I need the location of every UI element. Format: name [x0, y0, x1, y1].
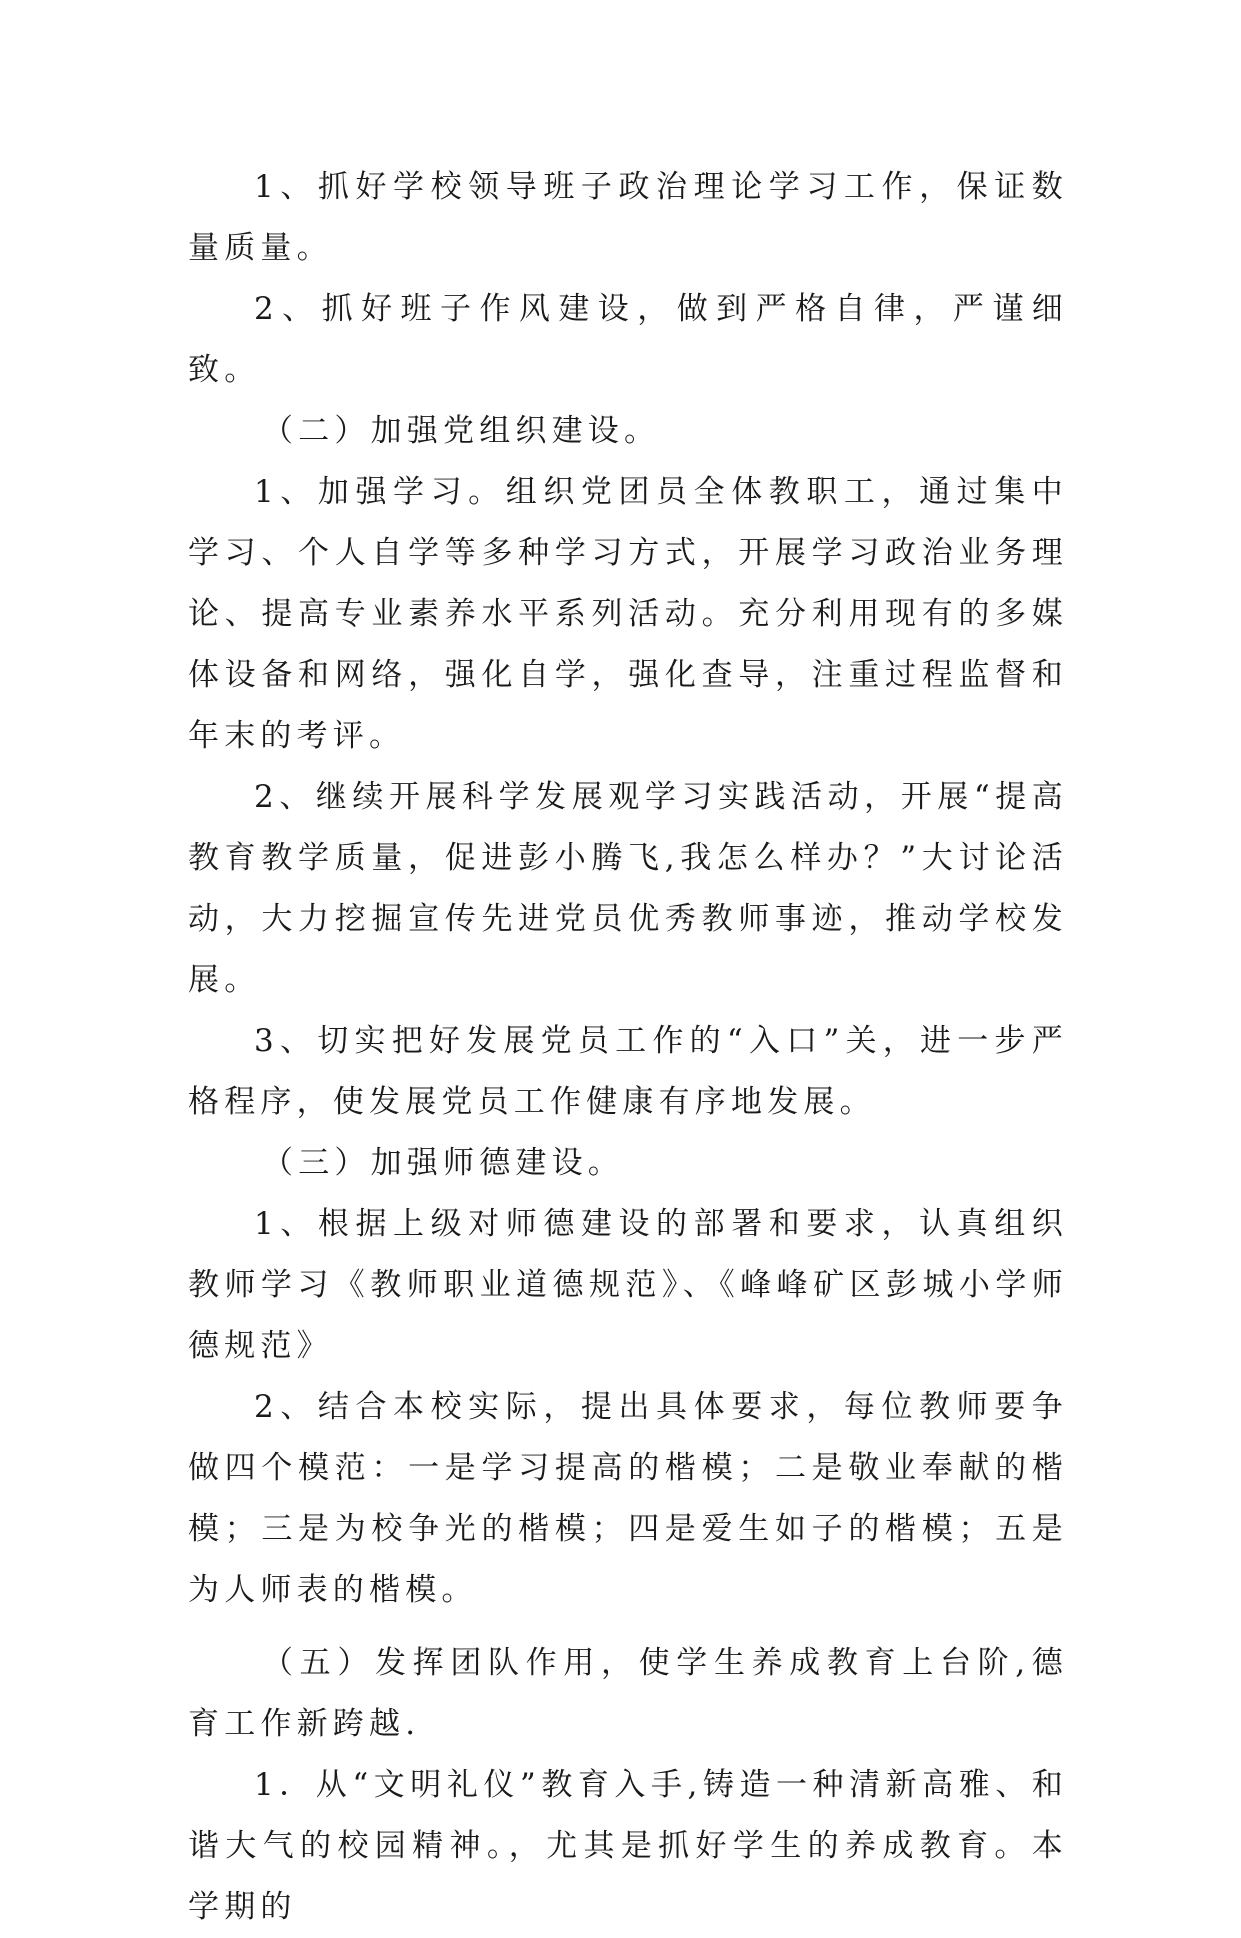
- paragraph-civility-education: 1．从“文明礼仪”教育入手,铸造一种清新高雅、和谐大气的校园精神。，尤其是抓好学生的养成教育。本学期的: [188, 1767, 1068, 1925]
- section-heading-teacher-ethics: （三）加强师德建设。: [262, 1145, 624, 1181]
- paragraph-scientific-development: 2、继续开展科学发展观学习实践活动，开展“提高教育教学质量，促进彭小腾飞,我怎么样办？”大讨论活动，大力挖掘宣传先进党员优秀教师事迹，推动学校发展。: [188, 779, 1068, 998]
- document-body: [188, 157, 1068, 1938]
- paragraph-ethics-study: 1、根据上级对师德建设的部署和要求，认真组织教师学习《教师职业道德规范》、《峰峰矿区彭城小学师德规范》: [188, 1206, 1068, 1364]
- section-heading-party-building: （二）加强党组织建设。: [262, 413, 661, 449]
- paragraph-leadership-study: 1、抓好学校领导班子政治理论学习工作，保证数量质量。: [188, 169, 1068, 266]
- paragraph-work-style: 2、抓好班子作风建设，做到严格自律，严谨细致。: [188, 291, 1068, 388]
- paragraph-party-membership: 3、切实把好发展党员工作的“入口”关，进一步严格程序，使发展党员工作健康有序地发展。: [188, 1023, 1068, 1120]
- section-heading-team-role: （五）发挥团队作用，使学生养成教育上台阶,德育工作新跨越.: [188, 1645, 1068, 1742]
- paragraph-strengthen-learning: 1、加强学习。组织党团员全体教职工，通过集中学习、个人自学等多种学习方式，开展学习政治业务理论、提高专业素养水平系列活动。充分利用现有的多媒体设备和网络，强化自学，强化查导，注重过程监督和年末的考评。: [188, 474, 1068, 754]
- paragraph-role-models: 2、结合本校实际，提出具体要求，每位教师要争做四个模范：一是学习提高的楷模；二是敬业奉献的楷模；三是为校争光的楷模；四是爱生如子的楷模；五是为人师表的楷模。: [188, 1389, 1068, 1608]
